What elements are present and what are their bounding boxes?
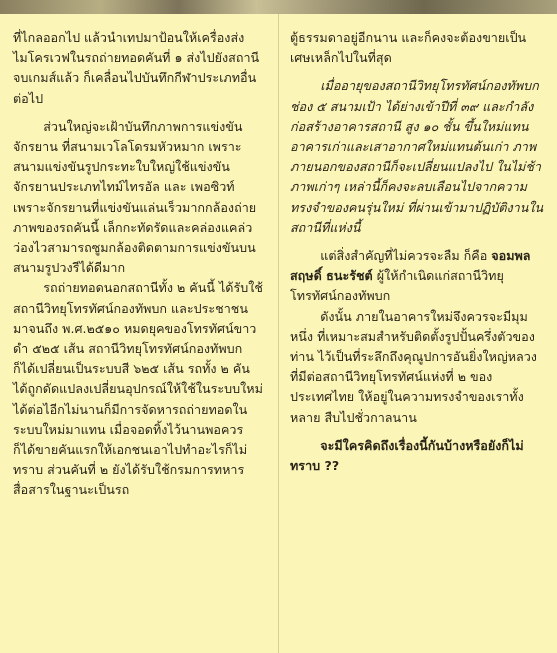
paragraph: ดังนั้น ภายในอาคารใหม่จึงควรจะมีมุมหนึ่ง ที่เหมาะสมสำหรับติดตั้งรูปปั้นครึ่งตัวของท่าน ไว้เป็นที่ระลึกถึงคุณูปการอันยิ่งใหญ่หลวงที่มีต่อสถานีวิทยุโทรทัศน์แห่งที่ ๒ ของประเทศไทย ให้อยู่ในความทรงจำของเราทั้งหลาย สืบไปชั่วกาลนาน <box>290 308 537 425</box>
paragraph: ส่วนใหญ่จะเฝ้าบันทึกภาพการแข่งขันจักรยาน ที่สนามเวโลโดรมหัวหมาก เพราะสนามแข่งขันรูปกระทะใบใหญ่ใช้แข่งขันจักรยานประเภทไทม์ไทรอัล และ เพอซิวท์ เพราะจักรยานที่แข่งขันแล่นเร็วมากกล้องถ่ายภาพของรถคันนี้ เล็กกะทัดรัดและคล่องแคล่วว่องไวสามารถซูมกล้องติดตามการแข่งขันบนสนามรูปวงรีได้ดีมาก <box>13 118 257 276</box>
field-marshal-name: จอมพลสฤษดิ์ ธนะรัชต์ <box>290 248 531 284</box>
right-column <box>290 28 544 476</box>
text-run: แต่สิ่งสำคัญที่ไม่ควรจะลืม ก็คือ <box>320 248 492 264</box>
paragraph: ตู้ธรรมดาอยู่อีกนาน และก็คงจะต้องขายเป็นเศษเหล็กไปในที่สุด <box>290 30 527 66</box>
top-photo-strip <box>0 0 557 14</box>
text-run: ผู้ให้กำเนิดแก่สถานีวิทยุโทรทัศน์กองทัพบก <box>290 268 504 304</box>
paragraph: ที่ไกลออกไป แล้วนำเทปมาป้อนให้เครื่องส่งไมโครเวฟในรถถ่ายทอดคันที่ ๑ ส่งไปยังสถานี จบเกมส์แล้ว ก็เคลื่อนไปบันทึกกีฬาประเภทอื่นต่อไป <box>13 30 260 106</box>
column-divider <box>278 14 279 653</box>
paragraph <box>290 246 544 307</box>
left-column <box>13 28 265 501</box>
closing-question: จะมีใครคิดถึงเรื่องนี้กันบ้างหรือยังก็ไม่ทราบ ?? <box>290 437 524 474</box>
paragraph: รถถ่ายทอดนอกสถานีทั้ง ๒ คันนี้ ได้รับใช้สถานีวิทยุโทรทัศน์กองทัพบก และประชาชน มาจนถึง พ.ศ.๒๕๑๐ หมดยุคของโทรทัศน์ขาวดำ ๕๒๕ เส้น สถานีวิทยุโทรทัศน์กองทัพบก ก็ได้เปลี่ยนเป็นระบบสี ๖๒๕ เส้น รถทั้ง ๒ คัน ได้ถูกดัดแปลงเปลี่ยนอุปกรณ์ให้ใช้ในระบบใหม่ได้ต่อไอีกไม่นานก็มีการจัดหารถถ่ายทอดในระบบใหม่มาแทน เมื่อจอดทิ้งไว้นานพอควร ก็ได้ขายคันแรกให้เอกชนเอาไปทำอะไรก็ไม่ทราบ ส่วนคันที่ ๒ ยังได้รับใช้กรมการทหารสื่อสารในฐานะเป็นรถ <box>13 280 263 498</box>
paragraph-italic: เมื่ออายุของสถานีวิทยุโทรทัศน์กองทัพบกช่อง ๕ สนามเป้า ได้ย่างเข้าปีที่ ๓๙ และกำลังก่อสร้างอาคารสถานี สูง ๑๐ ชั้น ขึ้นใหม่แทนอาคารเก่าและเสาอากาศใหม่แทนต้นเก่า ภาพภายนอกของสถานีก็จะเปลี่ยนแปลงไป ในไม่ช้าภาพเก่าๆ เหล่านี้ก็คงจะลบเลือนไปจากความทรงจำของคนรุ่นใหม่ ที่ผ่านเข้ามาปฏิบัติงานในสถานีที่แห่งนี้ <box>290 78 544 235</box>
